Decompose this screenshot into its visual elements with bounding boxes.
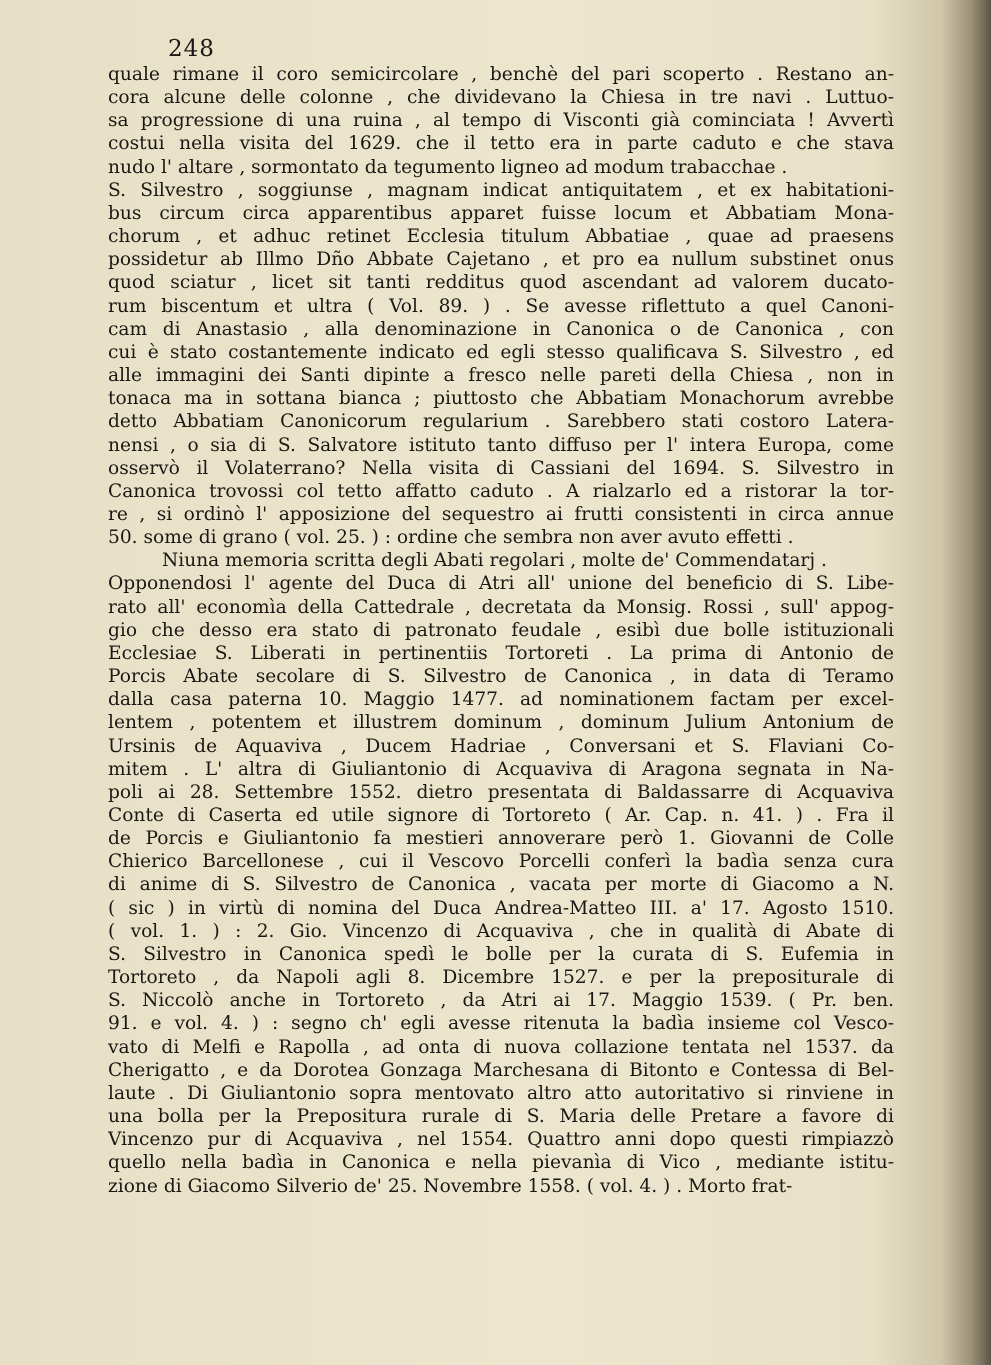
text-line: lentem , potentem et illustrem dominum , dominum Julium Antonium de [108,712,894,734]
text-line: quale rimane il coro semicircolare , benchè del pari scoperto . Restano an- [108,64,894,85]
text-line: S. Silvestro , soggiunse , magnam indicat antiquitatem , et ex habitationi- [108,179,894,201]
text-line: rato all' economìa della Cattedrale , decretata da Monsig. Rossi , sull' appog- [108,596,894,618]
text-line: 50. some di grano ( vol. 25. ) : ordine che sembra non aver avuto effetti . [108,527,794,549]
text-line: rum biscentum et ultra ( Vol. 89. ) . Se avesse riflettuto a quel Canoni- [108,295,894,317]
text-line: osservò il Volaterrano? Nella visita di Cassiani del 1694. S. Silvestro in [108,457,894,479]
text-line: Chierico Barcellonese , cui il Vescovo Porcelli conferì la badìa senza cura [108,851,894,873]
text-line: Tortoreto , da Napoli agli 8. Dicembre 1527. e per la prepositurale di [108,967,894,989]
text-line: S. Niccolò anche in Tortoreto , da Atri ai 17. Maggio 1539. ( Pr. ben. [108,990,894,1012]
text-line: costui nella visita del 1629. che il tetto era in parte caduto e che stava [108,133,894,155]
text-line: de Porcis e Giuliantonio fa mestieri annoverare però 1. Giovanni de Colle [108,828,894,850]
text-line: zione di Giacomo Silverio de' 25. Novembre 1558. ( vol. 4. ) . Morto frat- [108,1175,793,1197]
text-line: bus circum circa apparentibus apparet fuisse locum et Abbatiam Mona- [108,202,894,224]
text-line: S. Silvestro in Canonica spedì le bolle per la curata di S. Eufemia in [108,943,894,965]
text-line: Ursinis de Aquaviva , Ducem Hadriae , Conversani et S. Flaviani Co- [108,735,894,757]
text-line: di anime di S. Silvestro de Canonica , vacata per morte di Giacomo a N. [108,874,894,896]
text-line: laute . Di Giuliantonio sopra mentovato altro atto autoritativo si rinviene in [108,1082,894,1104]
text-line: quod sciatur , licet sit tanti redditus quod ascendant ad valorem ducato- [108,272,894,294]
text-line: sa progressione di una ruina , al tempo di Visconti già cominciata ! Avvertì [108,110,894,132]
text-line: Porcis Abate secolare di S. Silvestro de Canonica , in data di Teramo [108,666,894,688]
text-line: mitem . L' altra di Giuliantonio di Acquaviva di Aragona segnata in Na- [108,758,894,780]
text-line: nensi , o sia di S. Salvatore istituto tanto diffuso per l' intera Europa, come [108,434,894,456]
text-line: Ecclesiae S. Liberati in pertinentiis Tortoreti . La prima di Antonio de [108,642,894,664]
body-text [108,63,894,1198]
text-line: cui è stato costantemente indicato ed egli stesso qualificava S. Silvestro , ed [108,341,894,363]
text-line: alle immagini dei Santi dipinte a fresco nelle pareti della Chiesa , non in [108,365,894,387]
text-line: nudo l' altare , sormontato da tegumento ligneo ad modum trabacchae . [108,156,788,178]
text-line: tonaca ma in sottana bianca ; piuttosto che Abbatiam Monachorum avrebbe [108,388,894,410]
text-line: chorum , et adhuc retinet Ecclesia titulum Abbatiae , quae ad praesens [108,226,894,248]
text-line: re , si ordinò l' apposizione del sequestro ai frutti consistenti in circa annue [108,503,894,525]
text-line: Niuna memoria scritta degli Abati regolari , molte de' Commendatarj . [162,550,827,572]
text-line: cora alcune delle colonne , che dividevano la Chiesa in tre navi . Luttuo- [108,87,894,109]
text-line: ( sic ) in virtù di nomina del Duca Andrea-Matteo III. a' 17. Agosto 1510. [108,897,894,919]
text-line: vato di Melfi e Rapolla , ad onta di nuova collazione tentata nel 1537. da [108,1036,894,1058]
text-line: Canonica trovossi col tetto affatto caduto . A rialzarlo ed a ristorar la tor- [108,480,894,502]
text-line: poli ai 28. Settembre 1552. dietro presentata di Baldassarre di Acquaviva [108,781,894,803]
text-line: Vincenzo pur di Acquaviva , nel 1554. Quattro anni dopo questi rimpiazzò [108,1129,894,1151]
text-line: Opponendosi l' agente del Duca di Atri all' unione del beneficio di S. Libe- [108,573,894,595]
text-line: dalla casa paterna 10. Maggio 1477. ad nominationem factam per excel- [108,689,894,711]
text-line: una bolla per la Prepositura rurale di S. Maria delle Pretare a favore di [108,1106,894,1128]
text-line: ( vol. 1. ) : 2. Gio. Vincenzo di Acquaviva , che in qualità di Abate di [108,920,894,942]
text-line: 91. e vol. 4. ) : segno ch' egli avesse ritenuta la badìa insieme col Vesco- [108,1013,894,1035]
text-line: Conte di Caserta ed utile signore di Tortoreto ( Ar. Cap. n. 41. ) . Fra il [108,805,894,826]
text-line: Cherigatto , e da Dorotea Gonzaga Marchesana di Bitonto e Contessa di Bel- [108,1059,894,1081]
text-line: detto Abbatiam Canonicorum regularium . Sarebbero stati costoro Latera- [108,411,894,433]
text-line: quello nella badìa in Canonica e nella pievanìa di Vico , mediante istitu- [108,1152,894,1174]
page-number: 248 [168,36,215,62]
text-line: possidetur ab Illmo Dño Abbate Cajetano , et pro ea nullum substinet onus [108,249,894,271]
text-line: gio che desso era stato di patronato feudale , esibì due bolle istituzionali [108,619,894,641]
text-line: cam di Anastasio , alla denominazione in Canonica o de Canonica , con [108,318,894,340]
